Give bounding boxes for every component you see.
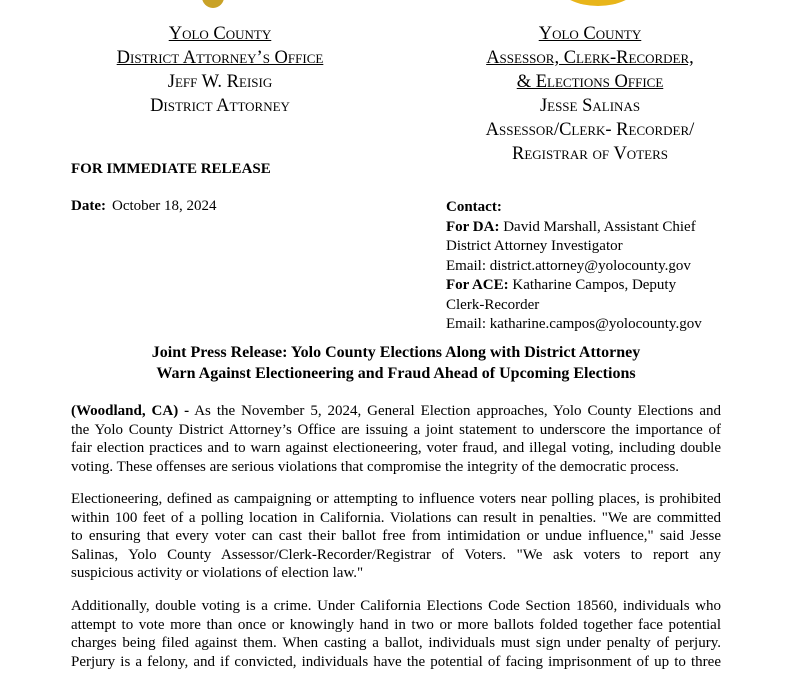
left-letterhead	[60, 22, 380, 118]
date-value: October 18, 2024	[111, 198, 217, 214]
p1-line-3: fair election practices and to warn against electioneering, voter fraud, and illegal voting, including double	[71, 440, 721, 456]
right-letterhead	[430, 22, 750, 166]
p2-line-5: suspicious activity or violations of election law."	[71, 565, 364, 581]
contact-block	[446, 198, 766, 335]
contact-da-title: District Attorney Investigator	[446, 238, 623, 254]
date-label: Date:	[71, 198, 106, 214]
p2-line-4: Salinas, Yolo County Assessor/Clerk-Recorder/Registrar of Voters. "We ask voters to report any	[71, 546, 721, 563]
p3-line-3: charges being filed against them. When casting a ballot, individuals must sign under penalty of perjury.	[71, 635, 721, 651]
p2-line-1: Electioneering, defined as campaigning or attempting to influence voters near polling places, is prohibited	[71, 491, 721, 507]
right-official-name: Jesse Salinas	[539, 96, 641, 116]
p3-line-1: Additionally, double voting is a crime. Under California Elections Code Section 18560, individuals who	[71, 598, 721, 614]
p3-line-2: attempt to vote more than once or knowingly hand in two or more ballots folded together face potential	[71, 616, 721, 633]
release-date	[71, 198, 217, 215]
left-official-title: District Attorney	[150, 96, 290, 116]
release-label: FOR IMMEDIATE RELEASE	[71, 161, 271, 177]
contact-ace-name: Katharine Campos, Deputy	[508, 277, 677, 293]
right-office-name-1: Assessor, Clerk-Recorder,	[486, 48, 694, 68]
paragraph-2	[71, 490, 721, 583]
right-official-title-1: Assessor/Clerk- Recorder/	[485, 120, 695, 140]
dateline: (Woodland, CA) -	[71, 403, 190, 419]
contact-ace-label: For ACE:	[446, 277, 509, 293]
left-official-name: Jeff W. Reisig	[167, 72, 273, 92]
contact-da-name: David Marshall, Assistant Chief	[499, 218, 696, 235]
right-office-name-2: & Elections Office	[516, 72, 664, 92]
p1-line-4: voting. These offenses are serious violations that compromise the integrity of the democratic process.	[71, 458, 680, 475]
left-county-name: Yolo County	[168, 24, 272, 44]
paragraph-1	[71, 402, 721, 476]
p1-line-1: As the November 5, 2024, General Election approaches, Yolo County Elections and	[189, 403, 721, 419]
left-office-name: District Attorney’s Office	[116, 48, 324, 68]
district-attorney-seal	[202, 0, 224, 8]
contact-ace-title: Clerk-Recorder	[446, 296, 540, 313]
paragraph-3	[71, 597, 721, 671]
contact-ace-email: Email: katharine.campos@yolocounty.gov	[446, 316, 702, 332]
contact-da-email: Email: district.attorney@yolocounty.gov	[446, 257, 691, 274]
right-official-title-2: Registrar of Voters	[512, 144, 668, 164]
contact-heading: Contact:	[446, 199, 502, 215]
headline-line-2: Warn Against Electioneering and Fraud Ahead of Upcoming Elections	[156, 365, 636, 382]
elections-office-seal	[560, 0, 636, 6]
p2-line-2: within 100 feet of a polling location in California. Violations can result in penalties. "We are committed	[71, 509, 721, 526]
headline-line-1: Joint Press Release: Yolo County Elections Along with District Attorney	[151, 344, 641, 361]
p3-line-4: Perjury is a felony, and if convicted, individuals have the potential of facing imprisonment of up to three	[71, 653, 721, 670]
contact-da-label: For DA:	[446, 218, 500, 235]
right-county-name: Yolo County	[538, 24, 642, 44]
press-release-headline	[71, 342, 721, 384]
p2-line-3: to ensuring that every voter can cast their ballot free from intimidation or undue influence," said Jesse	[71, 528, 721, 544]
p1-line-2: the Yolo County District Attorney’s Office are issuing a joint statement to underscore the importance of	[71, 421, 721, 438]
